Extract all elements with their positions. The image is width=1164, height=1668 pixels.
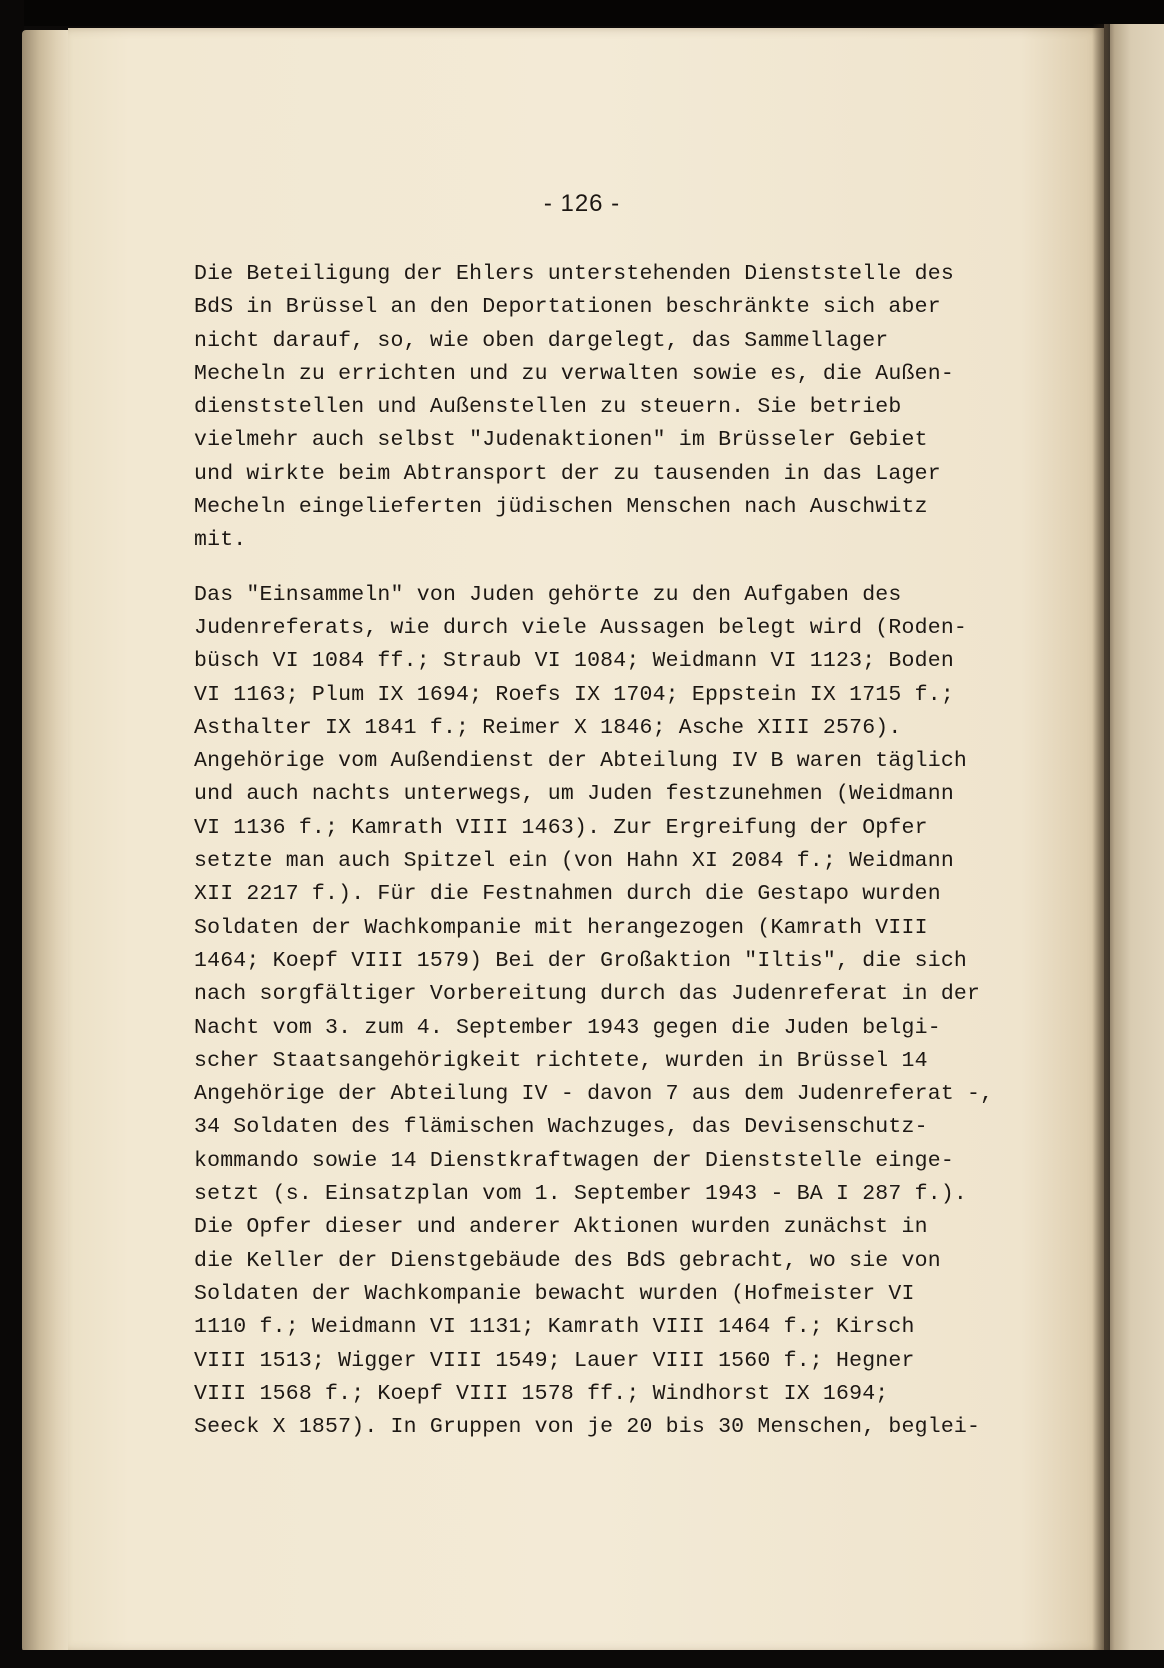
- text-line: Angehörige vom Außendienst der Abteilung IV B waren täglich: [194, 749, 968, 774]
- scan-border-bottom: [0, 1650, 1164, 1668]
- text-line: 1464; Koepf VIII 1579) Bei der Großaktion "Iltis", die sich: [194, 948, 968, 973]
- body-text: [194, 258, 1074, 1444]
- text-line: Die Beteiligung der Ehlers unterstehenden Dienststelle des: [194, 262, 954, 286]
- text-line: mit.: [194, 528, 247, 553]
- facing-page-edge: [1104, 24, 1164, 1654]
- text-line: kommando sowie 14 Dienstkraftwagen der Dienststelle einge-: [194, 1148, 954, 1173]
- text-line: büsch VI 1084 ff.; Straub VI 1084; Weidmann VI 1123; Boden: [194, 649, 954, 674]
- text-line: 1110 f.; Weidmann VI 1131; Kamrath VIII 1464 f.; Kirsch: [194, 1315, 915, 1340]
- paragraph-2: [194, 579, 1074, 1445]
- text-line: und wirkte beim Abtransport der zu tausenden in das Lager: [194, 461, 941, 486]
- paragraph-1: [194, 258, 1074, 558]
- text-line: die Keller der Dienstgebäude des BdS gebracht, wo sie von: [194, 1248, 941, 1273]
- text-line: Das "Einsammeln" von Juden gehörte zu den Aufgaben des: [194, 582, 902, 607]
- scan-border-left: [0, 0, 24, 1668]
- text-line: Mecheln zu errichten und zu verwalten sowie es, die Außen-: [194, 361, 954, 386]
- text-line: nicht darauf, so, wie oben dargelegt, das Sammellager: [194, 328, 889, 353]
- text-line: VI 1163; Plum IX 1694; Roefs IX 1704; Eppstein IX 1715 f.;: [194, 682, 954, 707]
- stacked-page-edges: [22, 30, 72, 1652]
- scan-border-top: [0, 0, 1164, 26]
- text-line: Asthalter IX 1841 f.; Reimer X 1846; Asche XIII 2576).: [194, 715, 902, 740]
- text-line: BdS in Brüssel an den Deportationen beschränkte sich aber: [194, 295, 941, 320]
- text-line: XII 2217 f.). Für die Festnahmen durch die Gestapo wurden: [194, 882, 941, 907]
- text-line: Judenreferats, wie durch viele Aussagen belegt wird (Roden-: [194, 615, 968, 640]
- text-line: dienststellen und Außenstellen zu steuern. Sie betrieb: [194, 395, 902, 420]
- text-line: VIII 1568 f.; Koepf VIII 1578 ff.; Windhorst IX 1694;: [194, 1381, 889, 1406]
- text-line: setzt (s. Einsatzplan vom 1. September 1943 - BA I 287 f.).: [194, 1182, 968, 1207]
- text-line: VI 1136 f.; Kamrath VIII 1463). Zur Ergreifung der Opfer: [194, 815, 928, 840]
- text-line: 34 Soldaten des flämischen Wachzuges, das Devisenschutz-: [194, 1115, 928, 1140]
- text-line: Soldaten der Wachkompanie mit herangezogen (Kamrath VIII: [194, 915, 928, 940]
- page-number: - 126 -: [543, 190, 621, 217]
- text-line: und auch nachts unterwegs, um Juden festzunehmen (Weidmann: [194, 782, 954, 807]
- text-line: VIII 1513; Wigger VIII 1549; Lauer VIII 1560 f.; Hegner: [194, 1348, 915, 1373]
- text-line: Die Opfer dieser und anderer Aktionen wurden zunächst in: [194, 1215, 928, 1240]
- paragraph-gap: [194, 558, 1074, 579]
- text-line: Seeck X 1857). In Gruppen von je 20 bis 30 Menschen, beglei-: [194, 1415, 981, 1440]
- text-line: Angehörige der Abteilung IV - davon 7 aus dem Judenreferat -,: [194, 1082, 994, 1107]
- text-line: Nacht vom 3. zum 4. September 1943 gegen die Juden belgi-: [194, 1015, 941, 1040]
- text-line: setzte man auch Spitzel ein (von Hahn XI 2084 f.; Weidmann: [194, 849, 954, 874]
- text-line: nach sorgfältiger Vorbereitung durch das Judenreferat in der: [194, 982, 981, 1007]
- book-gutter-shadow: [1092, 24, 1110, 1654]
- text-line: vielmehr auch selbst "Judenaktionen" im Brüsseler Gebiet: [194, 428, 928, 453]
- text-line: Mecheln eingelieferten jüdischen Menschen nach Auschwitz: [194, 495, 928, 520]
- text-line: Soldaten der Wachkompanie bewacht wurden (Hofmeister VI: [194, 1281, 915, 1306]
- text-line: scher Staatsangehörigkeit richtete, wurden in Brüssel 14: [194, 1048, 928, 1073]
